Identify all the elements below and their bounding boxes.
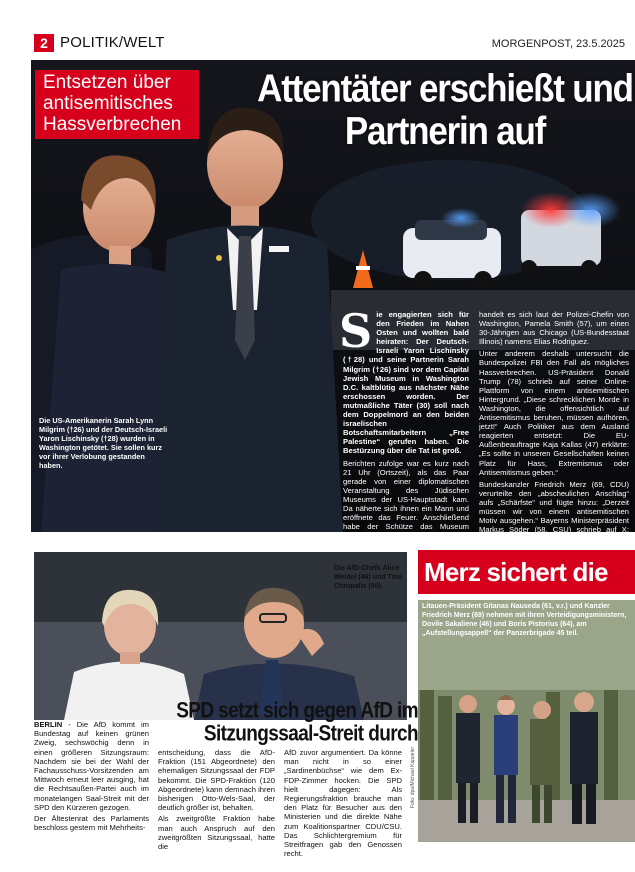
article-paragraph: - Die AfD kommt im Bundestag auf keinen grünen Zweig, sechswöchig denn in einen größeren Sitzungsraum: Nachdem sie bei der Wahl der Fachausschuss-Vorsitzenden am Mittwoch erneut leer ausging, hat die Rechtsaußen-Partei auch im monatelangen Saal-Streit mit der SPD den Kürzeren gezogen. <box>34 720 149 812</box>
dateline: BERLIN <box>34 720 63 729</box>
story-headline: SPD setzt sich gegen AfD im Sitzungssaal-Streit durch <box>176 698 418 746</box>
merz-story <box>418 550 635 842</box>
lead-story <box>31 60 635 550</box>
section-title: POLITIK/WELT <box>60 34 165 51</box>
photo-caption: Litauen-Präsident Gitanas Nauseda (61, v.r.) und Kanzler Friedrich Merz (69) nehmen mit ihren Verteidigungsministern, Dovile Sakaliene (46) und Boris Pistorius (64), am „Aufstellungsappell“ der Panzerbrigade 45 teil. <box>422 603 627 637</box>
page-number: 2 <box>34 34 54 52</box>
article-paragraph: Der Ältestenrat des Parlaments beschloss gestern mit Mehrheits- <box>34 814 149 833</box>
article-column-2 <box>479 310 629 546</box>
article-column-3 <box>284 748 402 860</box>
article-column-1 <box>34 720 149 834</box>
story-kicker: Entsetzen über antisemitisches Hassverbrechen <box>35 70 199 139</box>
article-column-1 <box>339 304 469 562</box>
article-paragraph: handelt es sich laut der Polizei-Chefin von Washington, Pamela Smith (57), um einen 30-Jährigen aus Chicago (US-Bundesstaat Illinois) namens Elias Rodriguez. <box>479 310 629 347</box>
article-paragraph: Berichten zufolge war es kurz nach 21 Uhr (Ortszeit), als das Paar gerade von einer diplomatischen Veranstaltung des Jüdischen Museums der US-Hauptstadt kam. Da näherte sich ihnen ein Mann und eröffnete das Feuer. Anschließend habe der Schütze das Museum betreten, wo er von privaten Sicherheitskräften festgenommen <box>343 458 469 550</box>
page-header <box>0 0 635 54</box>
article-paragraph: Unter anderem deshalb untersucht die Bundespolizei FBI den Fall als mögliches Hassverbrechen. US-Präsident Donald Trump (78) schrieb auf seiner Online-Plattform von einem antisemitischen Hintergrund. „Diese schrecklichen Morde in Washington, die offensichtlich auf Antisemitismus beruhen, müssen aufhören, jetzt!“ Auch Politiker aus dem Ausland reagierten entsetzt: Die EU-Außenbeauftragte Kaja Kallas (47) erklärte: „Es sollte in unseren Gesellschaften keinen Platz für Hass, Extremismus oder Antisemitismus geben.“ <box>479 349 629 477</box>
lead-headline: Attentäter erschießt und Partnerin auf <box>257 66 633 154</box>
article-paragraph: entscheidung, dass die AfD-Fraktion (151 Abgeordnete) den ehemaligen Sitzungssaal der FDP bekommt. Die SPD-Fraktion (120 Abgeordnete) kann demnach ihren bisherigen Otto-Wels-Saal, der deutlich größer ist, behalten. <box>158 748 275 813</box>
article-paragraph: AfD zuvor argumentiert. Da könne man nicht in so einer „Sardinenbüchse“ wie dem Ex-FDP-Zimmer hocken. Die SPD hielt dagegen: Als Regierungsfraktion brauche man den Platz für Besucher aus den Ministerien und die direkte Nähe zum Koalitionspartner CDU/CSU. Das Schlichtergremium für Streitfragen gab den Genossen recht. <box>284 748 402 859</box>
article-column-2 <box>158 748 275 853</box>
story-headline: Merz sichert die <box>418 550 635 594</box>
article-paragraph: Bundeskanzler Friedrich Merz (69, CDU) verurteilte den „abscheulichen Anschlag“ aufs „Schärfste“ und fügte hinzu: „Derzeit müssen wir von einem antisemitischen Motiv ausgehen.“ Bayerns Ministerpräsident Markus Söder (58, CSU) schrieb auf X: „Bayern trauert mit der Familie.“ <box>479 479 629 544</box>
drop-cap: S <box>339 304 373 358</box>
photo-caption: Die AfD-Chefs Alice Weidel (46) und Tino Chrupalla (50). <box>334 565 403 590</box>
article-lead: ie engagierten sich für den Frieden im Nahen Osten und wollten bald heiraten: Der Deutsch-Israeli Yaron Lischinsky (†28) und seine Partnerin Sarah Milgrim (†26) sind vor dem Capital Jewish Museum in Washington D.C. kaltblütig aus nächster Nähe erschossen worden. Der mutmaßliche Täter (30) soll nach dem Doppelmord an den beiden israelischen Botschaftsmitarbeitern „Free Palestine“ gerufen haben. Die Bestürzung über die Tat ist groß. <box>343 310 469 456</box>
article-paragraph: Als zweitgrößte Fraktion habe man auch Anspruch auf den zweitgrößten Sitzungssaal, hatte die <box>158 814 275 852</box>
photo-caption: Die US-Amerikanerin Sarah Lynn Milgrim (†26) und der Deutsch-Israeli Yaron Lischinsky (†28) wurden in Washington getötet. Sie sollen kurz vor ihrer Verlobung gestanden haben. <box>39 416 168 470</box>
photo-credit: Foto: dpa/Michael Kappeler <box>410 746 416 808</box>
issue-date: MORGENPOST, 23.5.2025 <box>491 38 625 50</box>
